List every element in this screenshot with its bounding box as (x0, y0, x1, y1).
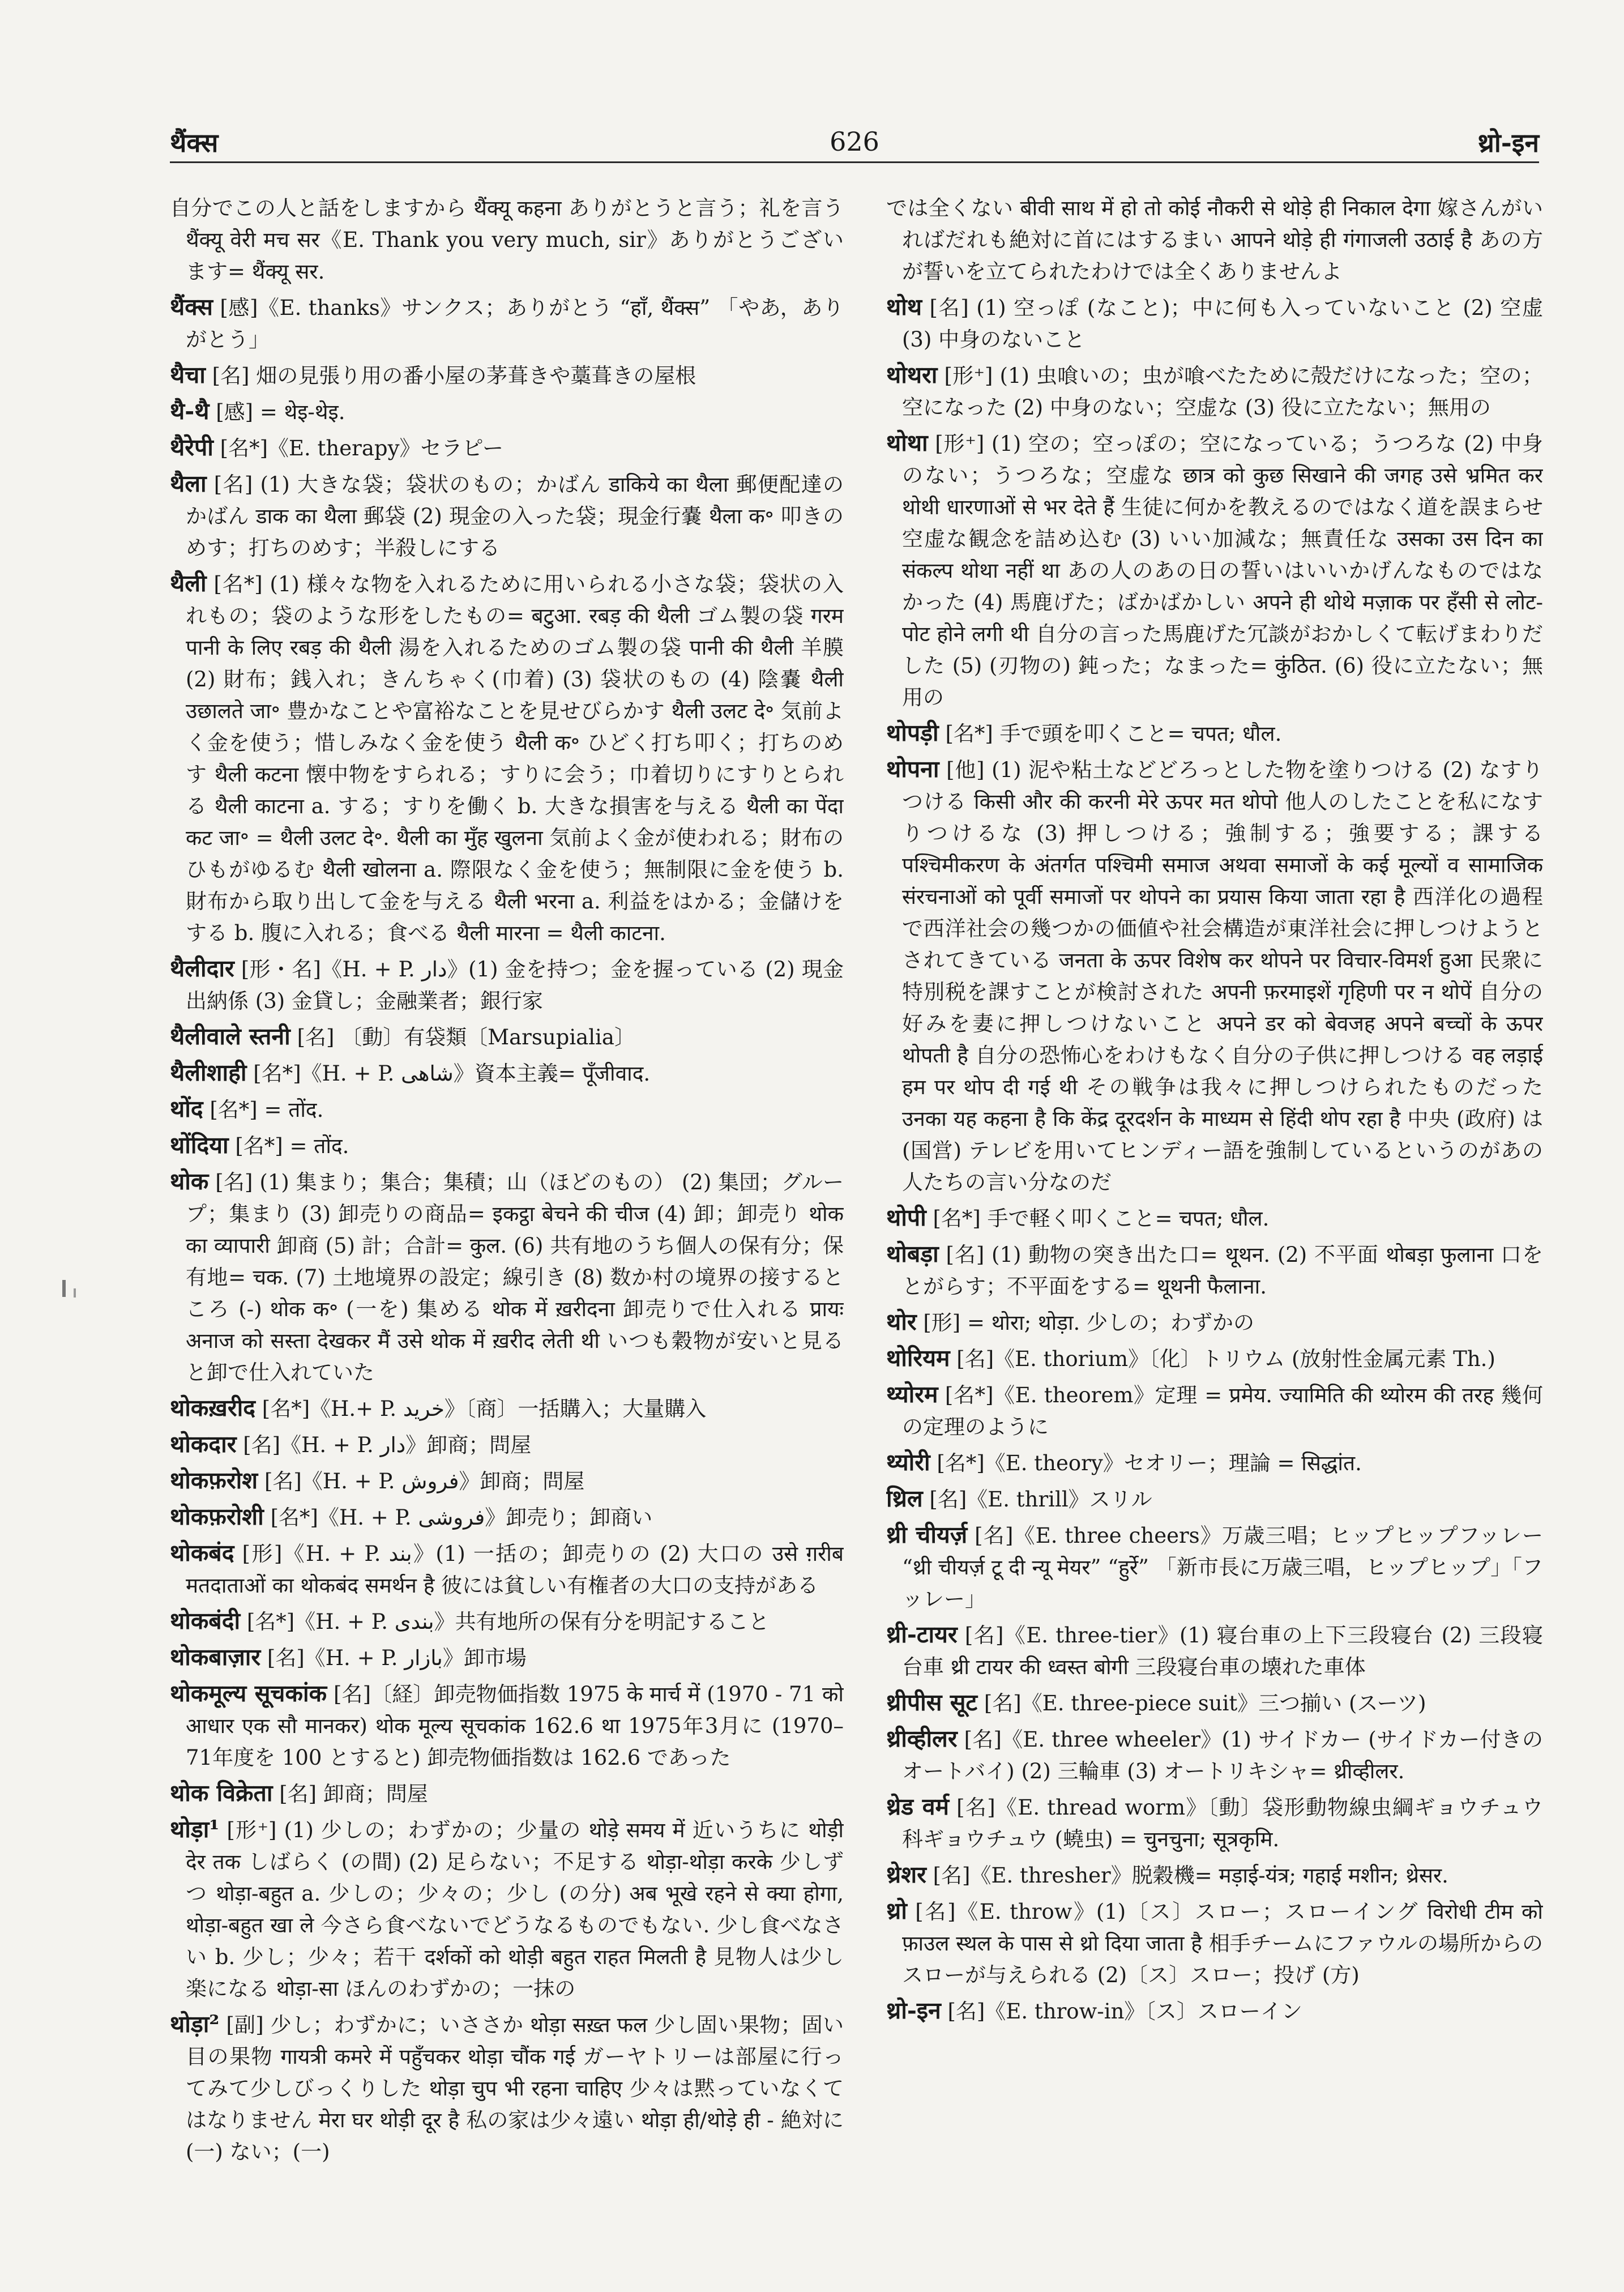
entry-headword: थ्योरम (886, 1381, 938, 1408)
entry-definition: [形]《H. + P. بند》(1) 一括の；卸売りの (2) 大口の उसे ग़रीब मतदाताओं का थोकबंद समर्थन है 彼には貧しい有権者の大口の支持がある (186, 1542, 844, 1598)
dictionary-entry (170, 1641, 844, 1674)
dictionary-entry (886, 753, 1543, 1198)
entry-definition: [形⁺] (1) 虫喰いの；虫が喰べたために殻だけになった；空の；空になった (2) 中身のない；空虚な (3) 役に立たない；無用の (902, 364, 1543, 420)
dictionary-entry (170, 1021, 844, 1053)
dictionary-entry (886, 193, 1543, 288)
entry-headword: थैरेपी (170, 434, 213, 461)
dictionary-entry (886, 1859, 1543, 1892)
entry-definition: [名*]《E. theorem》定理 = प्रमेय. ज्यामिति की थ्योरम की तरह 幾何の定理のように (902, 1383, 1543, 1439)
entry-definition: [形] = थोरा; थोड़ा. 少しの；わずかの (923, 1311, 1255, 1335)
dictionary-entry (170, 468, 844, 564)
entry-headword: थोरियम (886, 1345, 950, 1372)
dictionary-entry (170, 2008, 844, 2168)
entry-headword: थ्री चीयर्ज़ (886, 1521, 968, 1548)
entry-headword: थोपड़ी (886, 719, 939, 746)
entry-definition: [名]《E. throw》(1)〔ス〕スロー；スローイング विरोधी टीम को फ़ाउल स्थल के पास से थ्रो दिया जाता है 相手チームにファウルの場所からのスローが与えられる (2)〔ス〕スロー；投げ (方) (902, 1900, 1543, 1987)
entry-headword: थैलीदार (170, 955, 234, 982)
entry-headword: थोक (170, 1168, 209, 1195)
entry-headword: थोंद (170, 1095, 203, 1122)
entry-definition: [名] 卸商；問屋 (279, 1782, 428, 1806)
dictionary-entry (886, 359, 1543, 424)
entry-headword: थ्रीव्हीलर (886, 1725, 958, 1752)
dictionary-entry (170, 1678, 844, 1774)
dictionary-entry (886, 1483, 1543, 1516)
entry-definition: [名*]《H. + P. فروشی》卸売り；卸商い (270, 1505, 653, 1530)
header-last-headword: थ्रो-इन (1477, 127, 1539, 158)
dictionary-entry (886, 1306, 1543, 1339)
entry-headword: थोकबंद (170, 1539, 234, 1567)
entry-definition: [名*]《H. + P. بندی》共有地所の保有分を明記すること (246, 1610, 770, 1634)
entry-headword: थ्योरी (886, 1449, 930, 1476)
entry-definition: [名]《E. thrill》スリル (929, 1487, 1152, 1512)
entry-headword: थोकफ़रोश (170, 1467, 258, 1494)
entry-definition: [名]《E. thread worm》〔動〕袋形動物線虫綱ギョウチュウ科ギョウチュウ (蟯虫) = चुनचुना; सूत्रकृमि. (902, 1795, 1543, 1851)
entry-definition: [名*]《H. + P. شاهی》資本主義= पूँजीवाद. (253, 1061, 651, 1086)
entry-headword: थोपना (886, 756, 939, 783)
dictionary-entry (170, 1166, 844, 1389)
entry-headword: थोथरा (886, 361, 938, 389)
entry-definition: [名*] (1) 様々な物を入れるために用いられる小さな袋；袋状の入れもの；袋のような形をしたもの= बटुआ. रबड़ की थैली ゴム製の袋 गरम पानी के लिए रबड़ की थैली 湯を入れるためのゴム製の袋 पानी की थैली 羊膜 (2) 財布；銭入れ；きんちゃく(巾着) (3) 袋状のもの (4) 陰嚢 थैली उछालते जा॰ 豊かなことや富裕なことを見せびらかす थैली उलट दे॰ 気前よく金を使う；惜しみなく金を使う थैली क॰ ひどく打ち叩く；打ちのめす थैली कटना 懐中物をすられる；すりに会う；巾着切りにすりとられる थैली काटना a. する；すりを働く b. 大きな損害を与える थैली का पेंदा कट जा॰ = थैली उलट दे॰. थैली का मुँह खुलना 気前よく金が使われる；財布のひもがゆるむ थैली खोलना a. 際限なく金を使う；無制限に金を使う b. 財布から取り出して金を与える थैली भरना a. 利益をはかる；金儲けをする b. 腹に入れる；食べる थैली मारना = थैली काटना. (186, 572, 844, 945)
entry-definition: [名]《E. thresher》脱穀機= मड़ाई-यंत्र; गहाई मशीन; थ्रेसर. (933, 1863, 1448, 1888)
dictionary-entry (886, 1342, 1543, 1375)
dictionary-entry (170, 1465, 844, 1497)
header-first-headword: थैंक्स (170, 127, 219, 158)
entry-definition: [他] (1) 泥や粘土などどろっとした物を塗りつける (2) なすりつける किसी और की करनी मेरे ऊपर मत थोपो 他人のしたことを私になすりつけるな (3) 押しつける；強制する；強要する；課する पश्चिमीकरण के अंतर्गत पश्चिमी समाज अथवा समाजों के कई मूल्यों व सामाजिक संरचनाओं को पूर्वी समाजों पर थोपने का प्रयास किया जाता रहा है 西洋化の過程で西洋社会の幾つかの価値や社会構造が東洋社会に押しつけようとされてきている जनता के ऊपर विशेष कर थोपने पर विचार-विमर्श हुआ 民衆に特別税を課すことが検討された अपनी फ़रमाइशें गृहिणी पर न थोपें 自分の好みを妻に押しつけないこと अपने डर को बेवजह अपने बच्चों के ऊपर थोपती है 自分の恐怖心をわけもなく自分の子供に押しつける वह लड़ाई हम पर थोप दी गई थी その戦争は我々に押しつけられたものだった उनका यह कहना है कि केंद्र दूरदर्शन के माध्यम से हिंदी थोप रहा है 中央 (政府) は (国営) テレビを用いてヒンディー語を強制しているというのがあの人たちの言い分なのだ (902, 758, 1543, 1194)
entry-headword: थोक विक्रेता (170, 1779, 273, 1807)
scan-mark (74, 1288, 76, 1297)
entry-definition: [名] (1) 大きな袋；袋状のもの；かばん डाकिये का थैला 郵便配達のかばん डाक का थैला 郵袋 (2) 現金の入った袋；現金行嚢 थैला क॰ 叩きのめす；打ちのめす；半殺しにする (186, 472, 844, 560)
entry-headword: थोंदिया (170, 1132, 229, 1159)
dictionary-entry (886, 1238, 1543, 1303)
entry-headword: थोथ (886, 293, 922, 321)
entry-headword: थ्रेशर (886, 1861, 926, 1888)
scan-mark (62, 1280, 66, 1297)
entry-definition: [形・名]《H. + P. دار》(1) 金を持つ；金を握っている (2) 現金出納係 (3) 金貸し；金融業者；銀行家 (186, 957, 844, 1013)
entry-headword: थैलीशाही (170, 1059, 247, 1086)
dictionary-entry (886, 1723, 1543, 1787)
entry-definition: [名] (1) 集まり；集合；集積；山（ほどのもの） (2) 集団；グループ；集まり (3) 卸売りの商品= इकट्ठा बेचने की चीज (4) 卸；卸売り थोक का व्यापारी 卸商 (5) 計；合計= कुल. (6) 共有地のうち個人の保有分；保有地= चक. (7) 土地境界の設定；線引き (8) 数か村の境界の接するところ (-) थोक क॰ (一を) 集める थोक में ख़रीदना 卸売りで仕入れる प्रायः अनाज को सस्ता देखकर मैं उसे थोक में ख़रीद लेती थी いつも穀物が安いと見ると卸で仕入れていた (186, 1170, 844, 1385)
dictionary-entry (170, 1605, 844, 1638)
entry-definition: [名*]《H.+ P. خرید》〔商〕一括購入；大量購入 (262, 1397, 707, 1421)
dictionary-entry (170, 359, 844, 392)
entry-definition: [名]《E. three-tier》(1) 寝台車の上下三段寝台 (2) 三段寝台車 थ्री टायर की ध्वस्त बोगी 三段寝台車の壊れた車体 (902, 1623, 1543, 1679)
dictionary-entry (170, 953, 844, 1017)
entry-headword: थैलीवाले स्तनी (170, 1023, 290, 1050)
entry-definition: [名*] 手で軽く叩くこと= चपत; धौल. (933, 1206, 1270, 1231)
dictionary-entry (886, 291, 1543, 356)
entry-definition: [名*]《E. therapy》セラピー (220, 436, 503, 460)
dictionary-entry (170, 1129, 844, 1162)
entry-definition: [名*] 手で頭を叩くこと= चपत; धौल. (945, 722, 1282, 746)
entry-headword: थ्रो-इन (886, 1997, 941, 2024)
dictionary-entry (886, 1895, 1543, 1991)
dictionary-entry (170, 432, 844, 464)
entry-headword: थोकफ़रोशी (170, 1503, 264, 1530)
dictionary-entry (886, 1446, 1543, 1479)
dictionary-entry (170, 567, 844, 949)
dictionary-entry (170, 291, 844, 356)
entry-definition: [名]《E. thorium》〔化〕トリウム (放射性金属元素 Th.) (956, 1347, 1495, 1371)
entry-headword: थोकबंदी (170, 1607, 241, 1634)
dictionary-entry (170, 1501, 844, 1534)
dictionary-entry (886, 717, 1543, 750)
entry-definition: [形⁺] (1) 空の；空っぽの；空になっている；うつろな (2) 中身のない；うつろな；空虚な छात्र को कुछ सिखाने की जगह उसे भ्रमित कर थोथी धारणाओं से भर देते हैं 生徒に何かを教えるのではなく道を誤まらせ空虚な観念を詰め込む (3) いい加減な；無責任な उसका उस दिन का संकल्प थोथा नहीं था あの人のあの日の誓いはいいかげんなものではなかった (4) 馬鹿げた；ばかばかしい अपने ही थोथे मज़ाक पर हँसी से लोट-पोट होने लगी थी 自分の言った馬鹿げた冗談がおかしくて転げまわりだした (5) (刃物の) 鈍った；なまった= कुंठित. (6) 役に立たない；無用の (902, 432, 1543, 710)
page-number: 626 (830, 126, 879, 157)
entry-definition: [名] (1) 空っぽ (なこと)；中に何も入っていないこと (2) 空虚 (3) 中身のないこと (902, 296, 1543, 352)
entry-headword: थ्रो (886, 1897, 907, 1924)
entry-definition: [副] 少し；わずかに；いささか थोड़ा सख़्त फल 少し固い果物；固い目の果物 गायत्री कमरे में पहुँचकर थोड़ा चौंक गई ガーヤトリーは部屋に行ってみて少しびっくりした थोड़ा चुप भी रहना चाहिए 少々は黙っていなくてはなりません मेरा घर थोड़ी दूर है 私の家は少々遠い थोड़ा ही/थोड़े ही - 絶対に (一) ない；(一) (186, 2013, 844, 2164)
dictionary-entry (170, 1057, 844, 1090)
entry-definition: [名]《E. three-piece suit》三つ揃い (スーツ) (984, 1691, 1426, 1715)
entry-definition: [名]《E. three wheeler》(1) サイドカー (サイドカー付きのオートバイ) (2) 三輪車 (3) オートリキシャ= थ्रीव्हीलर. (902, 1727, 1543, 1783)
page-header (170, 116, 1539, 163)
dictionary-entry (886, 1378, 1543, 1443)
dictionary-entry (170, 1537, 844, 1602)
entry-headword: थैंक्स (170, 293, 213, 321)
entry-headword: थ्री-टायर (886, 1621, 958, 1648)
dictionary-entry (170, 395, 844, 428)
entry-headword: थ्रिल (886, 1485, 923, 1512)
entry-definition: [名]《H. + P. دار》卸商；問屋 (243, 1433, 532, 1457)
entry-definition: [名]〔経〕卸売物価指数 1975 के मार्च में (1970 - 71 को आधार एक सौ मानकर) थोक मूल्य सूचकांक 162.6 था 1975年3月に (1970–71年度を 100 とすると) 卸売物価指数は 162.6 であった (186, 1682, 844, 1770)
left-column (170, 193, 844, 2231)
entry-definition: [名] (1) 動物の突き出た口= थूथन. (2) 不平面 थोबड़ा फुलाना 口をとがらす；不平面をする= थूथनी फैलाना. (902, 1243, 1543, 1299)
dictionary-entry (170, 1428, 844, 1461)
dictionary-entry (170, 193, 844, 288)
dictionary-entry (886, 1619, 1543, 1683)
entry-headword: थ्रेड वर्म (886, 1793, 950, 1820)
entry-definition: [名] 畑の見張り用の番小屋の茅葺きや藁葺きの屋根 (212, 364, 696, 388)
entry-definition: [名*] = तोंद. (210, 1098, 324, 1122)
entry-headword: थै-थै (170, 398, 210, 425)
entry-definition: [感] = थेइ-थेइ. (216, 400, 345, 424)
entry-definition: [名*] = तोंद. (235, 1134, 349, 1158)
entry-headword: थैचा (170, 361, 206, 389)
dictionary-entry (886, 1519, 1543, 1615)
entry-headword: थोकबाज़ार (170, 1644, 261, 1671)
entry-headword: थोबड़ा (886, 1240, 939, 1267)
entry-headword: थोथा (886, 429, 928, 456)
entry-definition: 自分でこの人と話をしますから थैंक्यू कहना ありがとうと言う；礼を言う थैंक्यू वेरी मच सर《E. Thank you very much, sir》ありがとうございます= थैंक्यू सर. (170, 196, 844, 284)
dictionary-entry (170, 1813, 844, 2005)
entry-headword: थैली (170, 570, 207, 597)
dictionary-entry (886, 1791, 1543, 1855)
entry-definition: [名] 〔動〕有袋類〔Marsupialia〕 (297, 1025, 635, 1049)
dictionary-entry (886, 1202, 1543, 1235)
dictionary-entry (886, 1687, 1543, 1719)
entry-headword: थोड़ा² (170, 2011, 220, 2038)
entry-headword: थोकमूल्य सूचकांक (170, 1680, 327, 1707)
entry-definition: では全くない बीवी साथ में हो तो कोई नौकरी से थोड़े ही निकाल देगा 嫁さんがいればだれも絶対に首にはするまい आपने थोड़े ही गंगाजली उठाई है あの方が誓いを立てられたわけでは全くありませんよ (886, 196, 1543, 284)
right-column (886, 193, 1543, 2231)
dictionary-entry (170, 1392, 844, 1425)
dictionary-entry (170, 1093, 844, 1126)
entry-headword: थोर (886, 1308, 917, 1335)
entry-definition: [名]《E. throw-in》〔ス〕スローイン (947, 1999, 1302, 2024)
entry-definition: [名]《H. + P. بازار》卸市場 (267, 1646, 527, 1670)
entry-headword: थोपी (886, 1204, 926, 1231)
entry-headword: थोड़ा¹ (170, 1816, 220, 1843)
entry-definition: [名]《E. three cheers》万歳三唱；ヒップヒップフッレー “थ्री चीयर्ज़ टू दी न्यू मेयर” “हुर्रे” 「新市長に万歳三唱，ヒップヒップ」「フッレー」 (902, 1523, 1543, 1611)
entry-headword: थोकख़रीद (170, 1394, 256, 1422)
entry-headword: थ्रीपीस सूट (886, 1689, 978, 1716)
dictionary-entry (886, 1995, 1543, 2028)
entry-definition: [名*]《E. theory》セオリー；理論 = सिद्धांत. (937, 1451, 1362, 1475)
entry-definition: [名]《H. + P. فروش》卸商；問屋 (264, 1469, 585, 1493)
dictionary-entry (170, 1777, 844, 1810)
entry-headword: थैला (170, 470, 207, 497)
dictionary-entry (886, 427, 1543, 714)
entry-definition: [感]《E. thanks》サンクス；ありがとう “हाँ, थैंक्स” 「やあ，ありがとう」 (186, 296, 844, 352)
entry-headword: थोकदार (170, 1431, 237, 1458)
entry-definition: [形⁺] (1) 少しの；わずかの；少量の थोड़े समय में 近いうちに थोड़ी देर तक しばらく (の間) (2) 足らない；不足する थोड़ा-थोड़ा करके 少しずつ थोड़ा-बहुत a. 少しの；少々の；少し (の分) अब भूखे रहने से क्या होगा, थोड़ा-बहुत खा ले 今さら食べないでどうなるものでもない. 少し食べなさい b. 少し；少々；若干 दर्शकों को थोड़ी बहुत राहत मिलती है 見物人は少し楽になる थोड़ा-सा ほんのわずかの；一抹の (186, 1818, 844, 2001)
